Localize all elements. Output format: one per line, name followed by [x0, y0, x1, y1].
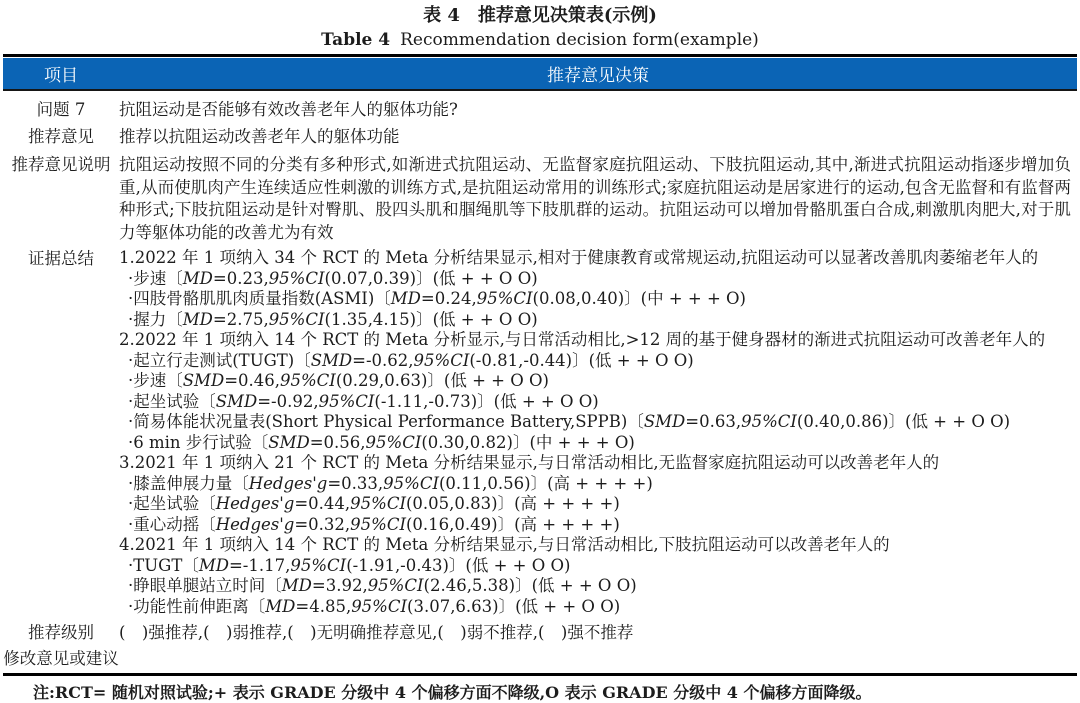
row-content-explanation: 抗阻运动按照不同的分类有多种形式,如渐进式抗阻运动、无监督家庭抗阻运动、下肢抗阻运动,其中,渐进式抗阻运动指逐步增加负重,从而使肌肉产生连续适应性刺激的训练方式,是抗阻运动常用的训练形式;家庭抗阻运动是居家进行的运动,包含无监督和有监督两种形式;下肢抗阻运动是针对臀肌、股四头肌和腘绳肌等下肢肌群的运动。抗阻运动可以增加骨骼肌蛋白合成,刺激肌肉肥大,对于肌力等躯体功能的改善尤为有效: [119, 155, 1071, 242]
evidence-line: ·步速〔SMD=0.46,95%CI(0.29,0.63)〕(低 + + O O): [128, 371, 549, 390]
table-footnote: 注:RCT= 随机对照试验;+ 表示 GRADE 分级中 4 个偏移方面不降级,O 表示 GRADE 分级中 4 个偏移方面降级。: [33, 683, 872, 702]
evidence-line: 4.2021 年 1 项纳入 14 个 RCT 的 Meta 分析结果显示,与日常活动相比,下肢抗阻运动可以改善老年人的: [119, 535, 890, 554]
evidence-line: ·膝盖伸展力量〔Hedges'g=0.33,95%CI(0.11,0.56)〕(高 + + + +): [128, 473, 653, 493]
table-row-recommendation: [3, 126, 1077, 148]
row-content-evidence: [119, 248, 1077, 617]
table-caption-en-text: Recommendation decision form(example): [400, 30, 759, 50]
table-row-question: [3, 99, 1077, 121]
evidence-line: ·重心动摇〔Hedges'g=0.32,95%CI(0.16,0.49)〕(高 + + + +): [128, 514, 620, 534]
recommendation-decision-table: [3, 54, 1077, 676]
table-caption-en-label: Table 4: [321, 30, 391, 50]
table-caption-cn: 表 4 推荐意见决策表(示例): [423, 5, 657, 26]
row-label-recommendation: 推荐意见: [28, 127, 94, 146]
evidence-line: ·TUGT〔MD=-1.17,95%CI(-1.91,-0.43)〕(低 + + O O): [128, 555, 571, 575]
header-col-decision: 推荐意见决策: [547, 66, 649, 86]
row-label-explanation: 推荐意见说明: [11, 155, 111, 174]
evidence-line: ·睁眼单腿站立时间〔MD=3.92,95%CI(2.46,5.38)〕(低 + + O O): [128, 576, 637, 595]
evidence-line: ·简易体能状况量表(Short Physical Performance Battery,SPPB)〔SMD=0.63,95%CI(0.40,0.86)〕(低 + + O O): [128, 412, 1011, 431]
row-label-amendment: 修改意见或建议: [3, 649, 119, 668]
evidence-line: ·步速〔MD=0.23,95%CI(0.07,0.39)〕(低 + + O O): [128, 268, 538, 288]
evidence-line: ·四肢骨骼肌肌肉质量指数(ASMI)〔MD=0.24,95%CI(0.08,0.40)〕(中 + + + O): [128, 289, 746, 308]
evidence-line: 3.2021 年 1 项纳入 21 个 RCT 的 Meta 分析结果显示,与日常活动相比,无监督家庭抗阻运动可以改善老年人的: [119, 453, 940, 472]
table-header-row: [3, 58, 1077, 91]
evidence-line: ·握力〔MD=2.75,95%CI(1.35,4.15)〕(低 + + O O): [128, 309, 538, 329]
evidence-line: 1.2022 年 1 项纳入 34 个 RCT 的 Meta 分析结果显示,相对于健康教育或常规运动,抗阻运动可以显著改善肌肉萎缩老年人的: [119, 248, 1039, 267]
table-row-grade-level: [3, 622, 1077, 644]
evidence-line: ·起坐试验〔Hedges'g=0.44,95%CI(0.05,0.83)〕(高 + + + +): [128, 494, 620, 513]
evidence-line: 2.2022 年 1 项纳入 14 个 RCT 的 Meta 分析显示,与日常活动相比,>12 周的基于健身器材的渐进式抗阻运动可改善老年人的: [119, 330, 1046, 349]
row-label-grade-level: 推荐级别: [28, 623, 94, 642]
evidence-line: ·6 min 步行试验〔SMD=0.56,95%CI(0.30,0.82)〕(中 + + + O): [128, 432, 635, 452]
row-content-question: 抗阻运动是否能够有效改善老年人的躯体功能?: [119, 100, 458, 119]
row-content-recommendation: 推荐以抗阻运动改善老年人的躯体功能: [119, 127, 400, 146]
table-top-rule: [3, 54, 1077, 57]
evidence-line: ·起立行走测试(TUGT)〔SMD=-0.62,95%CI(-0.81,-0.44)〕(低 + + O O): [128, 350, 694, 370]
row-content-grade-level: ( )强推荐,( )弱推荐,( )无明确推荐意见,( )弱不推荐,( )强不推荐: [119, 623, 634, 642]
row-label-evidence: 证据总结: [28, 249, 94, 268]
table-row-explanation: [3, 154, 1077, 244]
table-row-evidence: [3, 248, 1077, 617]
evidence-line: ·起坐试验〔SMD=-0.92,95%CI(-1.11,-0.73)〕(低 + + O O): [128, 391, 599, 411]
table-row-amendment: [3, 648, 1077, 670]
evidence-line: ·功能性前伸距离〔MD=4.85,95%CI(3.07,6.63)〕(低 + + O O): [128, 596, 621, 616]
row-label-question: 问题 7: [36, 100, 86, 119]
table-caption-en: [3, 29, 1077, 54]
header-col-item: 项目: [44, 66, 78, 86]
